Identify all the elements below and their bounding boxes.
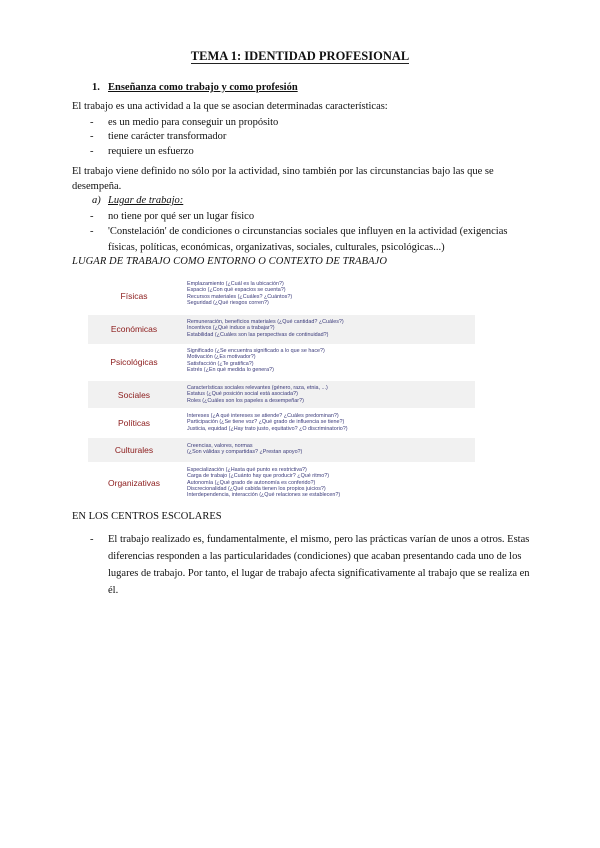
row-items [187, 443, 302, 456]
section-number: 1. [92, 82, 100, 93]
section-title: Enseñanza como trabajo y como profesión [108, 82, 298, 93]
row-item: Especialización (¿Hasta qué punto es restrictiva?) [187, 467, 307, 473]
row-category: Culturales [114, 445, 154, 455]
subsection-label: a) [92, 195, 101, 206]
row-item: Discrecionalidad (¿Qué cabida tienen los propios juicios?) [187, 485, 326, 492]
workplace-conditions-table [88, 278, 475, 506]
row-item: Motivación (¿Es motivador?) [187, 354, 256, 361]
row-item: Roles (¿Cuáles son los papeles a desempeñar?) [187, 397, 304, 404]
section-heading [92, 82, 298, 93]
subsection-title: Lugar de trabajo: [108, 195, 184, 206]
row-item: Satisfacción (¿Te gratifica?) [187, 360, 254, 367]
table-caption: LUGAR DE TRABAJO COMO ENTORNO O CONTEXTO DE TRABAJO [72, 256, 388, 267]
row-item: (¿Son válidas y compartidas? ¿Prestan apoyo?) [187, 449, 303, 456]
table-row-sociales [88, 381, 475, 408]
dash: - [90, 534, 94, 545]
row-item: Características sociales relevantes (género, raza, etnia, ...) [187, 385, 328, 391]
row-item: Interdependencia, interacción (¿Qué relaciones se establecen?) [187, 492, 341, 499]
row-item: Incentivos (¿Qué induce a trabajar?) [187, 325, 275, 332]
table-row-fisicas [88, 278, 475, 315]
row-item: Justicia, equidad (¿Hay trato justo, equitativo? ¿O discriminatorio?) [187, 425, 348, 432]
list-item-text: 'Constelación' de condiciones o circunstancias sociales que influyen en la actividad (exigencias físicas, políticas, económicas, organizativas, sociales, culturales, psicológicas...) [108, 226, 508, 253]
list-item-text: no tiene por qué ser un lugar físico [108, 211, 255, 222]
row-items [187, 385, 328, 404]
list-item-text: tiene carácter transformador [108, 131, 227, 142]
list-item-text: es un medio para conseguir un propósito [108, 117, 279, 128]
row-items [187, 319, 344, 338]
dash: - [90, 211, 94, 222]
row-category: Políticas [117, 418, 151, 428]
list-item-text: El trabajo realizado es, fundamentalmente, el mismo, pero las prácticas varían de unos a otros. Estas diferencias responden a las particularidades (condiciones) que acaban presentando cada uno de los lugares de trabajo. Por tanto, el lugar de trabajo afecta significativamente al trabajo que se realiza en él. [108, 534, 530, 596]
list-item [90, 209, 254, 224]
row-item: Autonomía (¿Qué grado de autonomía es conferido?) [187, 479, 316, 486]
table-row-psicologicas [88, 344, 475, 381]
table-row-culturales [88, 438, 475, 462]
list-item [90, 115, 278, 130]
row-category: Psicológicas [110, 357, 158, 367]
row-item: Estrés (¿En qué medida lo genera?) [187, 366, 274, 373]
row-item: Estabilidad (¿Cuáles son las perspectivas de continuidad?) [187, 331, 329, 338]
table-row-organizativas [88, 462, 475, 506]
list-item [90, 129, 226, 144]
row-category: Organizativas [108, 478, 160, 488]
page-title-text: TEMA 1: IDENTIDAD PROFESIONAL [190, 49, 410, 63]
row-item: Participación (¿Se tiene voz? ¿Qué grado de influencia se tiene?) [187, 419, 345, 426]
row-item: Seguridad (¿Qué riesgos corren?) [187, 299, 269, 306]
row-item: Creencias, valores, normas [187, 443, 253, 449]
list-item [90, 144, 194, 159]
row-item: Estatus (¿Qué posición social está asociada?) [187, 391, 298, 398]
list-item [90, 224, 530, 255]
table-row-economicas [88, 315, 475, 344]
row-item: Espacio (¿Con qué espacios se cuenta?) [187, 287, 286, 294]
row-category: Físicas [120, 291, 148, 301]
dash: - [90, 117, 94, 128]
row-items [187, 467, 340, 498]
row-category: Económicas [110, 324, 158, 334]
dash: - [90, 146, 94, 157]
dash: - [90, 226, 94, 237]
row-item: Intereses (¿A qué intereses se atiende? ¿Cuáles predominan?) [187, 413, 339, 419]
list-item-text: requiere un esfuerzo [108, 146, 194, 157]
definition-paragraph: El trabajo viene definido no sólo por la actividad, sino también por las circunstancias bajo las que se desempeña. [72, 166, 494, 192]
row-item: Significado (¿Se encuentra significado a lo que se hace?) [187, 348, 325, 354]
subsection-heading [92, 195, 183, 206]
list-item [90, 531, 535, 599]
dash: - [90, 131, 94, 142]
table-row-politicas [88, 408, 475, 438]
row-item: Recursos materiales (¿Cuáles? ¿Cuántos?) [187, 293, 293, 300]
row-items [187, 413, 348, 432]
page-title [0, 49, 600, 64]
intro-paragraph: El trabajo es una actividad a la que se asocian determinadas características: [72, 101, 388, 112]
row-item: Carga de trabajo (¿Cuánto hay que producir? ¿Qué ritmo?) [187, 473, 330, 480]
row-item: Remuneración, beneficios materiales (¿Qué cantidad? ¿Cuáles?) [187, 319, 344, 325]
schools-heading: EN LOS CENTROS ESCOLARES [72, 511, 222, 522]
row-items [187, 348, 325, 373]
row-category: Sociales [117, 390, 151, 400]
row-item: Emplazamiento (¿Cuál es la ubicación?) [187, 281, 284, 287]
row-items [187, 281, 292, 306]
